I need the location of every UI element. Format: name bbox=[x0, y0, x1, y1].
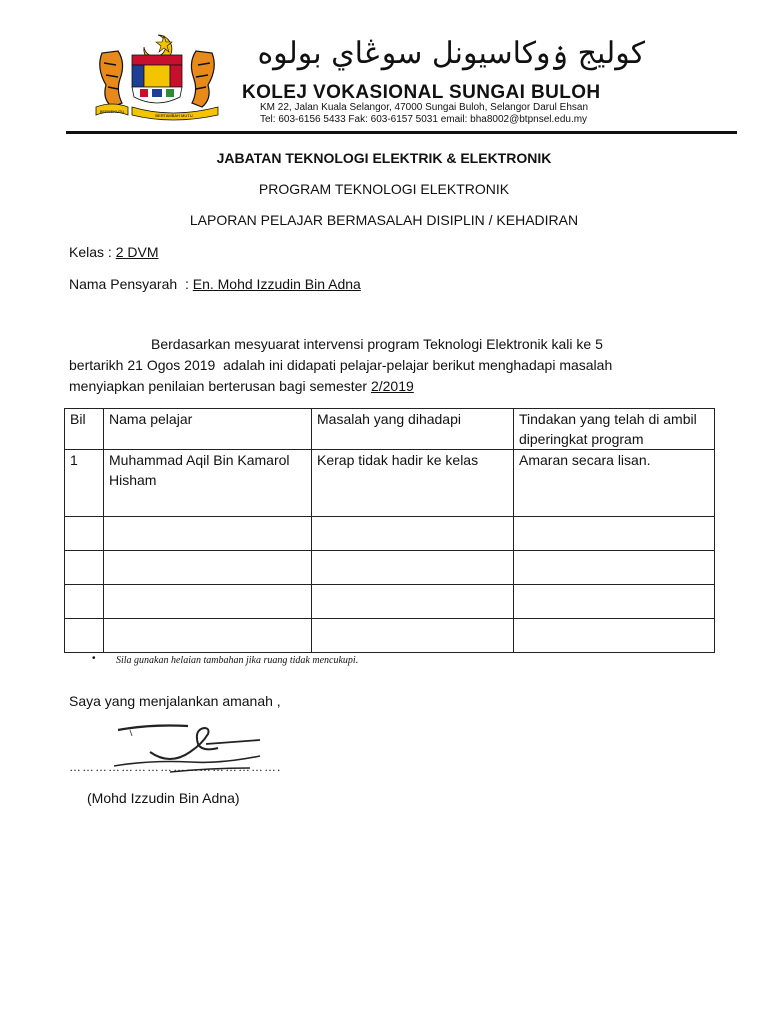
student-table bbox=[64, 408, 715, 653]
department-title: JABATAN TEKNOLOGI ELEKTRIK & ELEKTRONIK bbox=[216, 150, 552, 166]
class-label: Kelas : bbox=[69, 244, 116, 260]
row-nama: Muhammad Aqil Bin Kamarol Hisham bbox=[104, 450, 312, 517]
lecturer-label: Nama Pensyarah : bbox=[69, 276, 193, 292]
header-masalah: Masalah yang dihadapi bbox=[312, 409, 514, 450]
table-header-row bbox=[65, 409, 715, 450]
header-divider bbox=[66, 131, 737, 134]
paragraph-line-2: bertarikh 21 Ogos 2019 adalah ini didapati pelajar-pelajar berikut menghadapi masalah bbox=[69, 357, 613, 373]
note-text: Sila gunakan helaian tambahan jika ruang tidak mencukupi. bbox=[116, 655, 359, 666]
signature-line: …………………………………………. bbox=[69, 760, 282, 774]
college-contact: Tel: 603-6156 5433 Fak: 603-6157 5031 email: bha8002@btpnsel.edu.my bbox=[260, 114, 588, 125]
row-tindakan: Amaran secara lisan. bbox=[514, 450, 715, 517]
college-address: KM 22, Jalan Kuala Selangor, 47000 Sungai Buloh, Selangor Darul Ehsan bbox=[260, 102, 589, 113]
signature-image bbox=[110, 722, 300, 784]
crest-right-motto: BERTAMBAH MUTU bbox=[155, 113, 193, 118]
closing-text: Saya yang menjalankan amanah , bbox=[69, 693, 281, 709]
empty-row bbox=[65, 551, 715, 585]
paragraph-line-3 bbox=[69, 378, 414, 394]
college-name: KOLEJ VOKASIONAL SUNGAI BULOH bbox=[242, 82, 601, 103]
signatory-name: (Mohd Izzudin Bin Adna) bbox=[87, 790, 240, 806]
lecturer-value: En. Mohd Izzudin Bin Adna bbox=[192, 276, 361, 292]
header-tindakan: Tindakan yang telah di ambil diperingkat program bbox=[514, 409, 715, 450]
table-row bbox=[65, 450, 715, 517]
row-bil: 1 bbox=[65, 450, 104, 517]
class-field bbox=[69, 244, 159, 260]
semester-value: 2/2019 bbox=[370, 378, 414, 394]
header-bil: Bil bbox=[65, 409, 104, 450]
empty-row bbox=[65, 619, 715, 653]
class-value: 2 DVM bbox=[115, 244, 159, 260]
program-title: PROGRAM TEKNOLOGI ELEKTRONIK bbox=[258, 181, 510, 197]
empty-row bbox=[65, 517, 715, 551]
paragraph-line-1: Berdasarkan mesyuarat intervensi program Teknologi Elektronik kali ke 5 bbox=[151, 336, 603, 352]
empty-row bbox=[65, 585, 715, 619]
header-nama: Nama pelajar bbox=[104, 409, 312, 450]
row-masalah: Kerap tidak hadir ke kelas bbox=[312, 450, 514, 517]
paragraph-line-3-text: menyiapkan penilaian berterusan bagi semester bbox=[69, 378, 371, 394]
coat-of-arms-logo bbox=[92, 33, 222, 121]
note-bullet: • bbox=[92, 653, 96, 664]
crest-left-motto: BERSEKUTU bbox=[99, 109, 125, 114]
lecturer-field bbox=[69, 276, 361, 292]
college-name-jawi: كوليج ۏوكاسيونل سوڠاي بولوه bbox=[257, 36, 645, 71]
report-title: LAPORAN PELAJAR BERMASALAH DISIPLIN / KEHADIRAN bbox=[189, 212, 579, 228]
